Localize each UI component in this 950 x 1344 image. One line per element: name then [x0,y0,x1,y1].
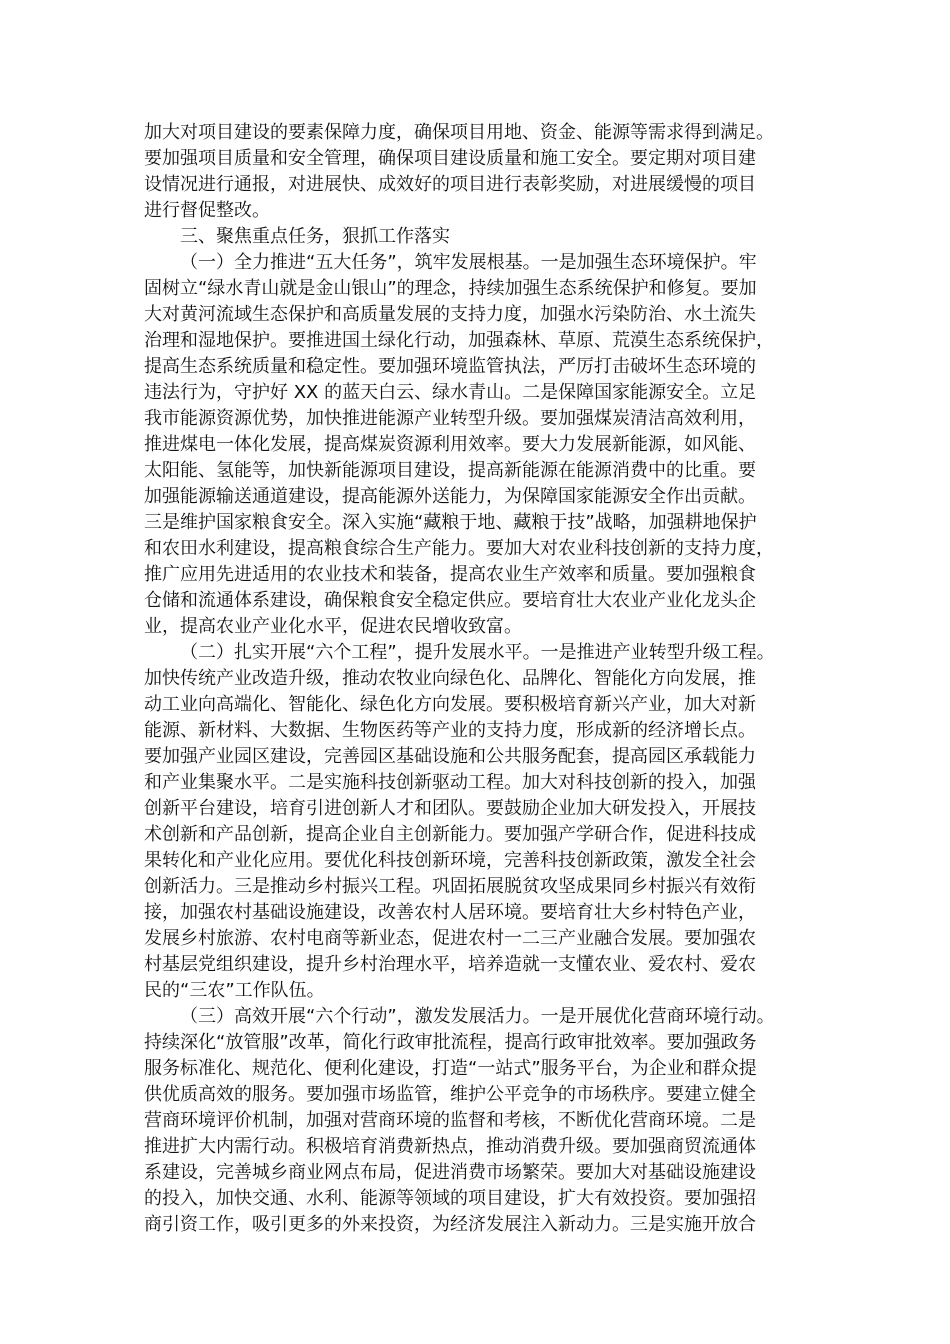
text-line: 加大对项目建设的要素保障力度，确保项目用地、资金、能源等需求得到满足。 [144,122,774,143]
text-line: 仓储和流通体系建设，确保粮食安全稳定供应。要培育壮大农业产业化龙头企 [144,590,756,611]
text-line: 设情况进行通报，对进展快、成效好的项目进行表彰奖励，对进展缓慢的项目 [144,174,756,195]
text-line: 村基层党组织建设，提升乡村治理水平，培养造就一支懂农业、爱农村、爱农 [144,954,756,975]
document-body [144,120,814,1238]
text-line: 动工业向高端化、智能化、绿色化方向发展。要积极培育新兴产业，加大对新 [144,694,756,715]
text-line: 推广应用先进适用的农业技术和装备，提高农业生产效率和质量。要加强粮食 [144,564,756,585]
text-line: 业，提高农业产业化水平，促进农民增收致富。 [144,616,522,637]
text-line: 系建设，完善城乡商业网点布局，促进消费市场繁荣。要加大对基础设施建设 [144,1162,756,1183]
text-line: 推进扩大内需行动。积极培育消费新热点，推动消费升级。要加强商贸流通体 [144,1136,756,1157]
text-line: （二）扎实开展“六个工程”，提升发展水平。一是推进产业转型升级工程。 [180,642,775,663]
text-line: 的投入，加快交通、水利、能源等领域的项目建设，扩大有效投资。要加强招 [144,1188,756,1209]
text-line: 三是维护国家粮食安全。深入实施“藏粮于地、藏粮于技”战略，加强耕地保护 [144,512,757,533]
text-line: 果转化和产业化应用。要优化科技创新环境，完善科技创新政策，激发全社会 [144,850,756,871]
text-line: 进行督促整改。 [144,200,270,221]
text-line: 加快传统产业改造升级，推动农牧业向绿色化、品牌化、智能化方向发展，推 [144,668,756,689]
text-line: 接，加强农村基础设施建设，改善农村人居环境。要培育壮大乡村特色产业， [144,902,756,923]
text-line: 创新平台建设，培育引进创新人才和团队。要鼓励企业加大研发投入，开展技 [144,798,756,819]
text-line: 能源、新材料、大数据、生物医药等产业的支持力度，形成新的经济增长点。 [144,720,756,741]
text-line: 供优质高效的服务。要加强市场监管，维护公平竞争的市场秩序。要建立健全 [144,1084,756,1105]
text-line: 术创新和产品创新，提高企业自主创新能力。要加强产学研合作，促进科技成 [144,824,756,845]
text-line: 我市能源资源优势，加快推进能源产业转型升级。要加强煤炭清洁高效利用， [144,408,756,429]
text-line: （三）高效开展“六个行动”，激发发展活力。一是开展优化营商环境行动。 [180,1006,775,1027]
text-line: 要加强产业园区建设，完善园区基础设施和公共服务配套，提高园区承载能力 [144,746,756,767]
text-line: （一）全力推进“五大任务”，筑牢发展根基。一是加强生态环境保护。牢 [180,252,757,273]
text-line: 商引资工作，吸引更多的外来投资，为经济发展注入新动力。三是实施开放合 [144,1214,756,1235]
text-line: 和农田水利建设，提高粮食综合生产能力。要加大对农业科技创新的支持力度， [144,538,774,559]
text-line: 太阳能、氢能等，加快新能源项目建设，提高新能源在能源消费中的比重。要 [144,460,756,481]
text-line: 发展乡村旅游、农村电商等新业态，促进农村一二三产业融合发展。要加强农 [144,928,756,949]
text-line: 推进煤电一体化发展，提高煤炭资源利用效率。要大力发展新能源，如风能、 [144,434,756,455]
text-line: 大对黄河流域生态保护和高质量发展的支持力度，加强水污染防治、水土流失 [144,304,756,325]
text-line: 持续深化“放管服”改革，简化行政审批流程，提高行政审批效率。要加强政务 [144,1032,757,1053]
text-line: 治理和湿地保护。要推进国土绿化行动，加强森林、草原、荒漠生态系统保护， [144,330,774,351]
text-line: 要加强项目质量和安全管理，确保项目建设质量和施工安全。要定期对项目建 [144,148,756,169]
text-line: 民的“三农”工作队伍。 [144,980,325,1001]
text-line: 服务标准化、规范化、便利化建设，打造“一站式”服务平台，为企业和群众提 [144,1058,757,1079]
text-line: 营商环境评价机制，加强对营商环境的监督和考核，不断优化营商环境。二是 [144,1110,756,1131]
text-line: 创新活力。三是推动乡村振兴工程。巩固拓展脱贫攻坚成果同乡村振兴有效衔 [144,876,756,897]
text-line: 违法行为，守护好 XX 的蓝天白云、绿水青山。二是保障国家能源安全。立足 [144,382,757,403]
text-line: 固树立“绿水青山就是金山银山”的理念，持续加强生态系统保护和修复。要加 [144,278,757,299]
text-line: 和产业集聚水平。二是实施科技创新驱动工程。加大对科技创新的投入，加强 [144,772,756,793]
text-line: 加强能源输送通道建设，提高能源外送能力，为保障国家能源安全作出贡献。 [144,486,756,507]
text-line: 三、聚焦重点任务，狠抓工作落实 [180,226,450,247]
text-line: 提高生态系统质量和稳定性。要加强环境监管执法，严厉打击破坏生态环境的 [144,356,756,377]
